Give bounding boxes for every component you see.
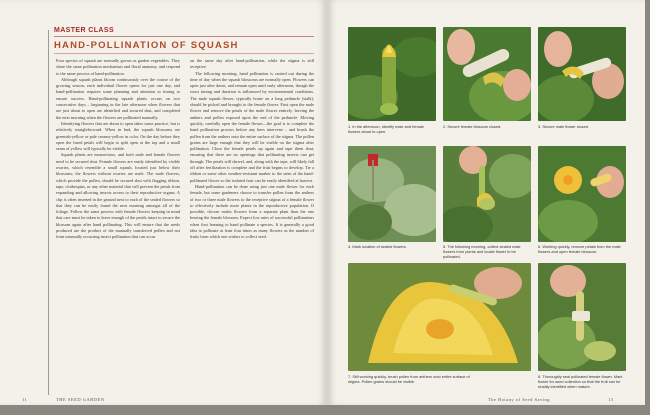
paragraph: Four species of squash are normally grown as garden vegetables. They share the same pollination mechanism and floral anatomy, and respond to the same process of hand-pollination.	[56, 58, 180, 76]
paragraph: The following morning, hand pollination is carried out during the time of day when the squash blossoms are normally open. Flowers can open just after dawn, and remain open until early afternoon, though the exact timing and duration is influenced by environmental conditions. The male squash flower, typically borne on a long peduncle (stalk), should be picked and brought to the female flower. First open the male flower and remove the petals of the male flower entirely, leaving the anthers and pollen exposed upon the end of the peduncle. Moving quickly, carefully open the female flower—the goal is to complete the hand pollination process before any bees intervene – and brush the pollen from the anthers onto the entire surface of the stigma. The pollen grains are large enough that they will be visible on the stigma after pollination. Close the female petals up again and tape them shut, ensuring that there are no openings that pollinating insects can get through. The petals will shrivel, and, along with the tape, will likely fall off after fertilization is complete and the fruit begins to develop. Tie a ribbon or some other weather-resistant marker to the stem of the hand-pollinated flower so the isolated fruit can be easily identified at harvest.	[190, 70, 314, 183]
photo-step-3	[538, 27, 626, 121]
running-head-right: The Botany of Seed Saving	[488, 397, 550, 402]
caption-8: 8. Thoroughly seal pollinated female flower. Mark flower for seed collection so that the fruit can be readily identified when mature.	[538, 374, 623, 389]
page-number-left: 11	[22, 397, 28, 402]
caption-1: 1. In the afternoon, identify male and female flowers about to open.	[348, 124, 424, 134]
paragraph: on the same day after hand-pollination, while the stigma is still receptive.	[190, 58, 314, 70]
photo-step-6	[538, 146, 626, 242]
photo-step-1	[348, 27, 436, 121]
section-label: MASTER CLASS	[54, 27, 115, 34]
caption-3: 3. Secure male flower closed.	[538, 124, 590, 129]
photo-step-2	[443, 27, 531, 121]
divider	[54, 36, 314, 37]
caption-6: 6. Working quickly, remove petals from the male flowers and open female blossom.	[538, 244, 621, 254]
body-column-1	[56, 58, 180, 241]
caption-4: 4. Mark location of sealed flowers.	[348, 244, 407, 249]
page-title: HAND-POLLINATION OF SQUASH	[54, 40, 239, 51]
caption-7: 7. Still working quickly, brush pollen from anthers onto entire surface of stigma. Pollen grains should be visible.	[348, 374, 470, 384]
margin-rule	[48, 30, 49, 395]
page-number-right: 13	[608, 397, 614, 402]
body-column-2	[190, 58, 314, 241]
caption-5: 5. The following morning, collect sealed male flowers from plants and locate flower to be pollinated.	[443, 244, 521, 259]
photo-step-4	[348, 146, 436, 242]
caption-2: 2. Secure female blossom closed.	[443, 124, 502, 129]
paragraph: Although squash plants bloom continuously over the course of the growing season, each individual flower opens for just one day, and hand-pollination requires some planning and attention to timing to ensure success. Hand-pollinating squash plants occurs on two consecutive days – beginning in the late afternoon when flowers that are just about to open are identified and secured shut, and completed the next morning when the flowers are pollinated manually.	[56, 76, 180, 120]
photo-step-7	[348, 263, 531, 371]
paragraph: Squash plants are monoecious, and both male and female flowers need to be secured shut. Female flowers are easily identified by visible ovaries, which resemble a small squash, located just below their blossoms; the flowers without ovaries are male. The male flowers, which provide the pollen, should be secured shut with flagging ribbon, tape, clothespins, or any other material that will prevent the petals from expanding and allowing insects access to their reproductive organs. A clip is often inserted in the ground next to each of the sealed flowers so that they can be easily found the next morning amongst all of the foliage. Follow the same process with female flowers keeping in mind that care must be taken to leave enough of the petals intact to secure the blossom again after hand pollinating. This will ensure that the seeds produced are the product of the manually transferred pollen and not from unusually occurring insect pollination that can occur	[56, 152, 180, 240]
photo-step-8	[538, 263, 626, 371]
photo-step-5	[443, 146, 531, 242]
divider	[54, 53, 314, 54]
paragraph: Identifying flowers that are about to open takes some practice, but is relatively straightforward. When in bud, the squash blossoms are greenish-yellow or pale creamy-yellow in color. On the day before they open the fused petals will begin to split open at the top and a small seam of yellow will typically be visible.	[56, 120, 180, 152]
paragraph: Hand-pollination can be done using just one male flower for each female, but some gardeners choose to transfer pollen from the anthers of two or three male flowers to the receptive stigma of a female flower to effectively include more plants in the reproductive population. If possible, choose males flowers from a separate plant than the one bearing the female blossom. Expect low rates of successful pollinations when first learning to hand pollinate a species. It is generally a good idea to pollinate at least four times as many flowers as the number of fruits from which one wishes to collect seed.	[190, 183, 314, 240]
running-head-left: THE SEED GARDEN	[56, 397, 105, 402]
book-gutter	[325, 0, 329, 405]
